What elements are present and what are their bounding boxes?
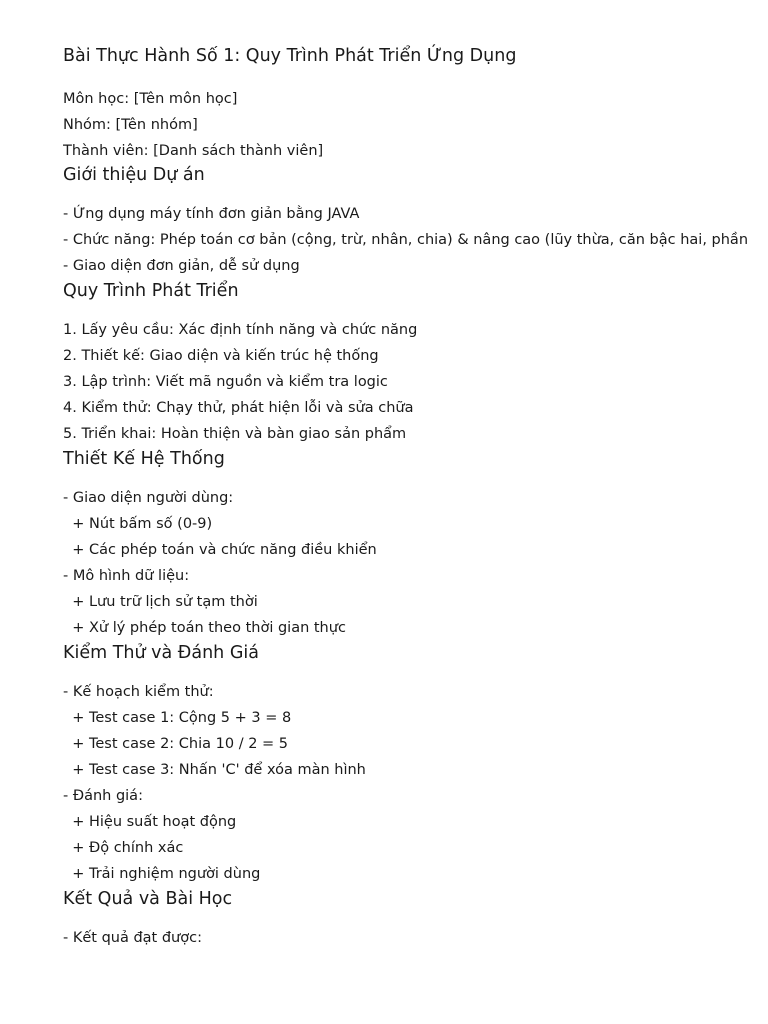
section-heading: Thiết Kế Hệ Thống bbox=[63, 449, 225, 469]
section-line: + Trải nghiệm người dùng bbox=[63, 866, 261, 882]
section-heading: Giới thiệu Dự án bbox=[63, 165, 205, 185]
section-line: 3. Lập trình: Viết mã nguồn và kiểm tra logic bbox=[63, 374, 388, 390]
section-line: + Lưu trữ lịch sử tạm thời bbox=[63, 594, 258, 610]
section-line: - Kết quả đạt được: bbox=[63, 930, 202, 946]
section-line: + Các phép toán và chức năng điều khiển bbox=[63, 542, 377, 558]
section-line: 1. Lấy yêu cầu: Xác định tính năng và chức năng bbox=[63, 322, 418, 338]
document-meta bbox=[63, 86, 323, 164]
section-line: + Test case 2: Chia 10 / 2 = 5 bbox=[63, 736, 289, 752]
section-line: + Xử lý phép toán theo thời gian thực bbox=[63, 620, 346, 636]
section-heading: Kết Quả và Bài Học bbox=[63, 889, 233, 909]
meta-group: Nhóm: [Tên nhóm] bbox=[63, 117, 198, 133]
document-page bbox=[63, 0, 768, 1024]
section-line: + Nút bấm số (0-9) bbox=[63, 516, 213, 532]
section-line: + Test case 3: Nhấn 'C' để xóa màn hình bbox=[63, 762, 366, 778]
section-line: - Chức năng: Phép toán cơ bản (cộng, trừ, nhân, chia) & nâng cao (lũy thừa, căn bậc hai, phần bbox=[63, 232, 749, 248]
section-results-lessons bbox=[63, 886, 768, 951]
section-line: - Đánh giá: bbox=[63, 788, 143, 804]
section-line: - Kế hoạch kiểm thử: bbox=[63, 684, 214, 700]
section-heading: Quy Trình Phát Triển bbox=[63, 281, 239, 301]
section-heading: Kiểm Thử và Đánh Giá bbox=[63, 643, 259, 663]
section-line: - Giao diện đơn giản, dễ sử dụng bbox=[63, 258, 300, 274]
section-system-design bbox=[63, 446, 768, 641]
section-line: - Mô hình dữ liệu: bbox=[63, 568, 190, 584]
section-line: + Test case 1: Cộng 5 + 3 = 8 bbox=[63, 710, 292, 726]
section-line: + Độ chính xác bbox=[63, 840, 184, 856]
section-line: + Hiệu suất hoạt động bbox=[63, 814, 237, 830]
section-line: 5. Triển khai: Hoàn thiện và bàn giao sản phẩm bbox=[63, 426, 407, 442]
section-testing-evaluation bbox=[63, 640, 768, 887]
section-line: 4. Kiểm thử: Chạy thử, phát hiện lỗi và sửa chữa bbox=[63, 400, 414, 416]
meta-subject: Môn học: [Tên môn học] bbox=[63, 91, 238, 107]
section-dev-process bbox=[63, 278, 768, 447]
meta-members: Thành viên: [Danh sách thành viên] bbox=[63, 143, 324, 159]
section-line: 2. Thiết kế: Giao diện và kiến trúc hệ thống bbox=[63, 348, 379, 364]
section-line: - Giao diện người dùng: bbox=[63, 490, 234, 506]
section-project-intro bbox=[63, 162, 768, 279]
section-line: - Ứng dụng máy tính đơn giản bằng JAVA bbox=[63, 206, 360, 222]
document-title: Bài Thực Hành Số 1: Quy Trình Phát Triển Ứng Dụng bbox=[63, 46, 517, 66]
